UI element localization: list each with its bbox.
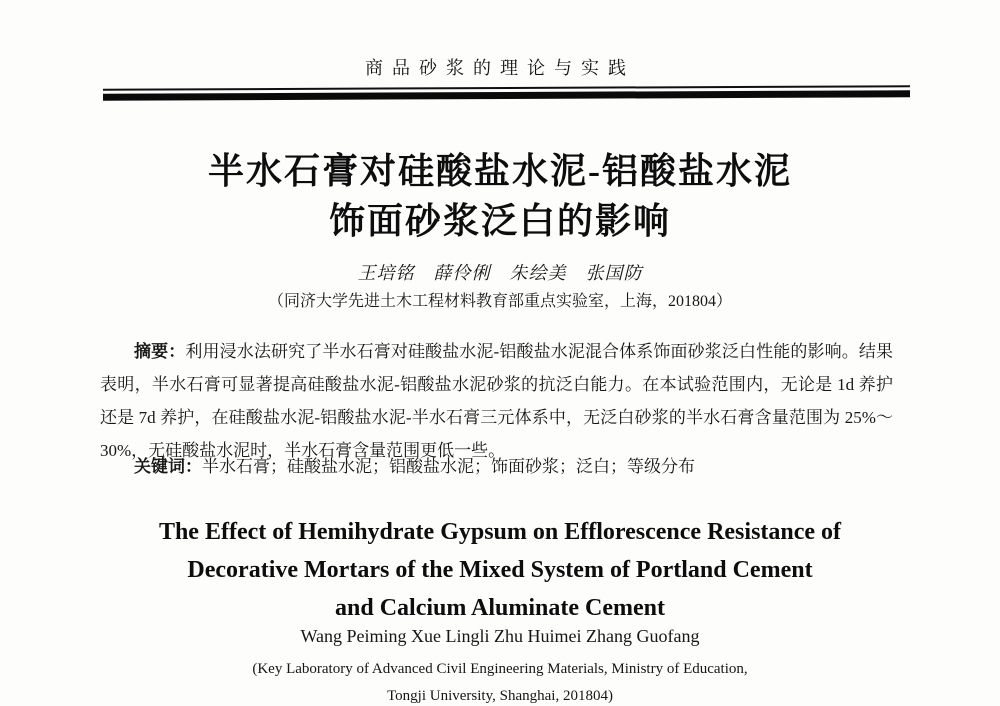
english-affiliation-line-2: Tongji University, Shanghai, 201804): [387, 688, 613, 704]
abstract: [100, 335, 893, 467]
chinese-title-line-1: 半水石膏对硅酸盐水泥-铝酸盐水泥: [208, 151, 792, 191]
abstract-line-2: 表明，半水石膏可显著提高硅酸盐水泥-铝酸盐水泥砂浆的抗泛白能力。在本试验范围内，无论是 1d 养护: [100, 375, 893, 394]
header-double-rule: [103, 85, 910, 101]
abstract-line-1-text: 利用浸水法研究了半水石膏对硅酸盐水泥-铝酸盐水泥混合体系饰面砂浆泛白性能的影响。结果: [185, 342, 893, 361]
english-title-line-3: and Calcium Aluminate Cement: [335, 595, 665, 621]
chinese-affiliation: （同济大学先进土木工程材料教育部重点实验室，上海，201804）: [267, 293, 732, 310]
running-head: 商品砂浆的理论与实践: [365, 58, 635, 78]
abstract-label: 摘要：: [134, 342, 186, 361]
english-title-line-1: The Effect of Hemihydrate Gypsum on Efflorescence Resistance of: [158, 519, 842, 545]
chinese-title-line-2: 饰面砂浆泛白的影响: [328, 201, 671, 241]
english-affiliation-line-1: (Key Laboratory of Advanced Civil Engineering Materials, Ministry of Education,: [252, 661, 748, 677]
chinese-authors: 王培铭 薛伶俐 朱绘美 张国防: [357, 263, 643, 283]
abstract-line-1: [100, 335, 893, 368]
english-title-line-2: Decorative Mortars of the Mixed System of Portland Cement: [187, 557, 813, 583]
abstract-line-4: 30%，无硅酸盐水泥时，半水石膏含量范围更低一些。: [100, 441, 506, 460]
keywords-text: 半水石膏；硅酸盐水泥；铝酸盐水泥；饰面砂浆；泛白；等级分布: [202, 457, 695, 476]
keywords-label: 关键词：: [134, 457, 202, 476]
chinese-title: [0, 146, 1000, 246]
abstract-line-3: 还是 7d 养护，在硅酸盐水泥-铝酸盐水泥-半水石膏三元体系中，无泛白砂浆的半水石膏含量范围为 25%～: [100, 408, 893, 427]
english-affiliation: [0, 656, 1000, 706]
keywords-line: [100, 452, 893, 482]
english-title: [0, 513, 1000, 627]
english-authors: Wang Peiming Xue Lingli Zhu Huimei Zhang Guofang: [300, 626, 700, 646]
